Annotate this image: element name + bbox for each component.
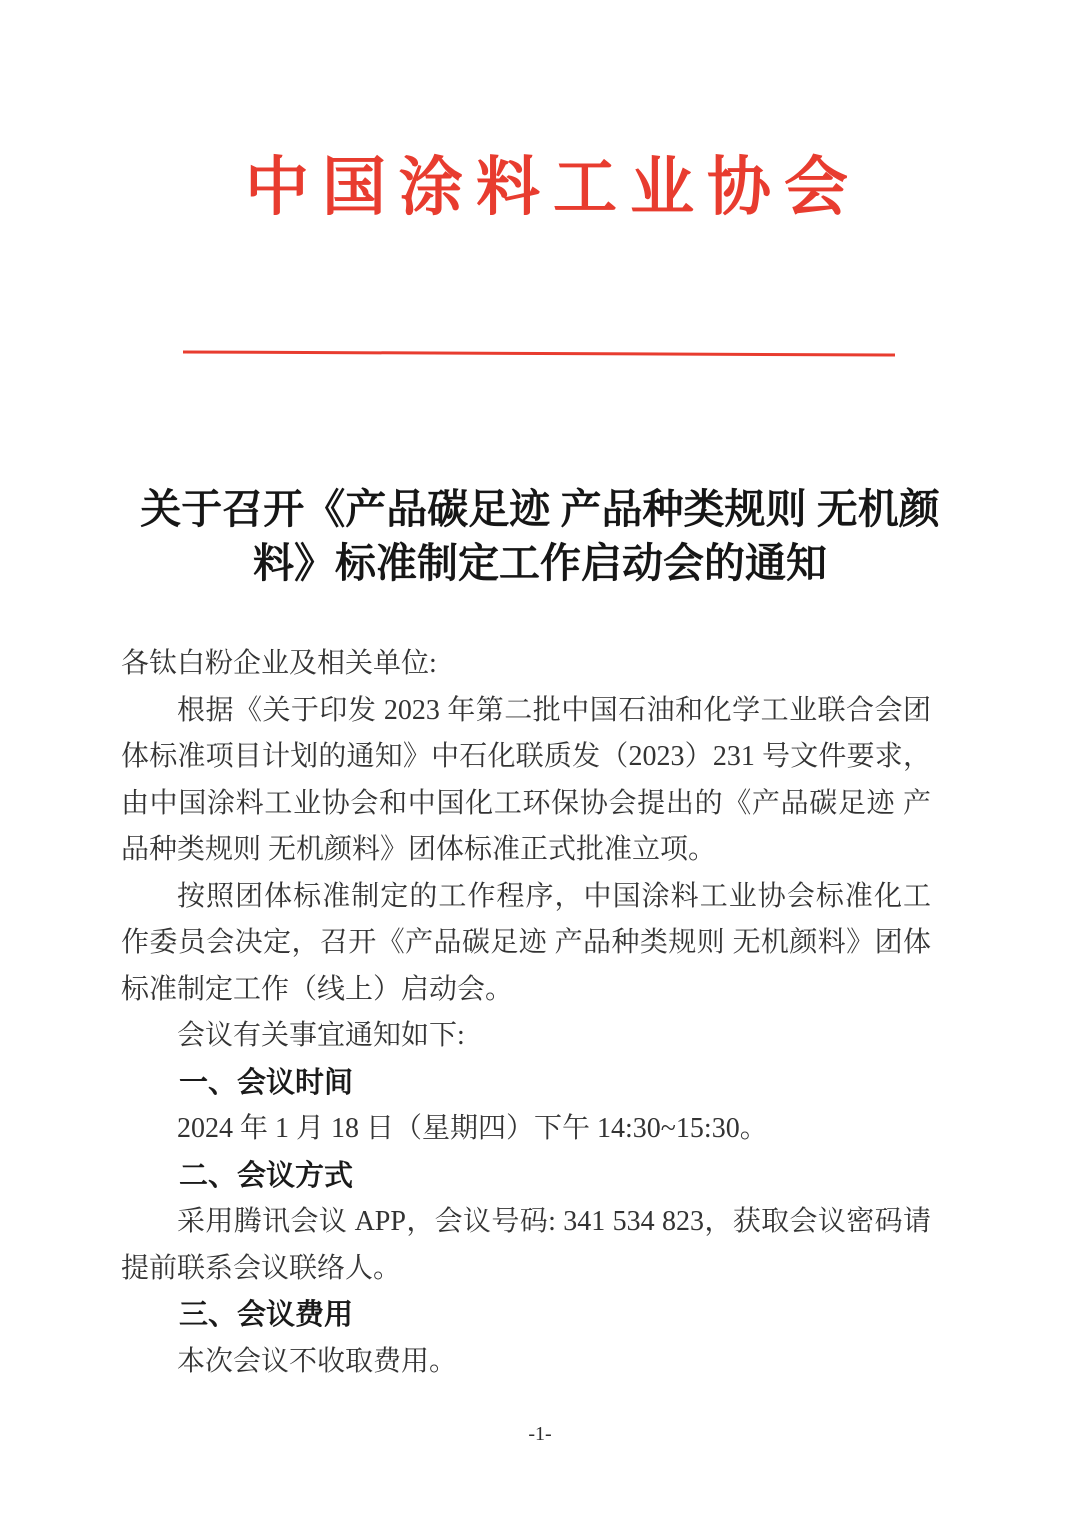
document-title-line-1: 关于召开《产品碳足迹 产品种类规则 无机颜 (140, 486, 940, 532)
org-letterhead-title: 中国涂料工业协会 (245, 152, 861, 223)
section-text-meeting-time: 2024 年 1 月 18 日（星期四）下午 14:30~15:30。 (177, 1113, 768, 1144)
section-text-meeting-fee: 本次会议不收取费用。 (177, 1345, 458, 1377)
page-number: -1- (528, 1423, 552, 1445)
letterhead-divider-rule (183, 350, 895, 356)
paragraph-meeting-decision: 按照团体标准制定的工作程序，中国涂料工业协会标准化工作委员会决定，召开《产品碳足迹 产品种类规则 无机颜料》团体标准制定工作（线上）启动会。 (121, 880, 931, 1005)
section-text-meeting-method: 采用腾讯会议 APP，会议号码: 341 534 823，获取会议密码请提前联系会议联络人。 (121, 1206, 931, 1284)
section-heading-meeting-fee: 三、会议费用 (179, 1299, 354, 1331)
document-body (121, 641, 931, 1385)
section-heading-meeting-method: 二、会议方式 (179, 1159, 354, 1192)
document-title-line-2: 料》标准制定工作启动会的通知 (253, 540, 827, 586)
paragraph-notice-intro: 会议有关事宜通知如下: (177, 1020, 465, 1051)
section-heading-meeting-time: 一、会议时间 (179, 1066, 354, 1099)
document-title (80, 482, 1000, 590)
salutation: 各钛白粉企业及相关单位: (121, 648, 437, 679)
paragraph-approval-basis: 根据《关于印发 2023 年第二批中国石油和化学工业联合会团体标准项目计划的通知》中石化联质发（2023）231 号文件要求，由中国涂料工业协会和中国化工环保协会提出的《产品碳足迹 产品种类规则 无机颜料》团体标准正式批准立项。 (121, 694, 931, 865)
